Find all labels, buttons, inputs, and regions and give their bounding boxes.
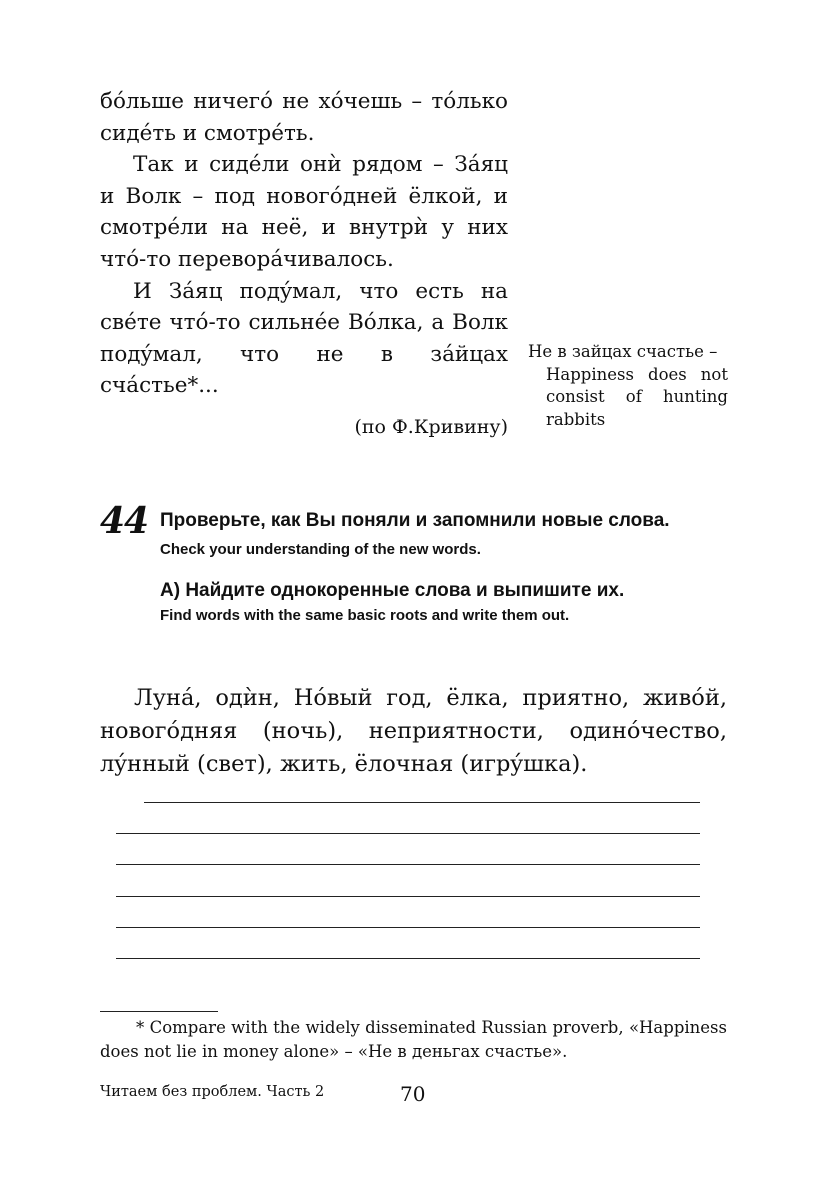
footnote-line: * Compare with the widely disseminated Russian proverb, «Happiness	[136, 1018, 727, 1037]
word-list-line: новогóдняя (ночь), неприятности, одинóчество,	[100, 718, 727, 744]
story-text	[100, 86, 508, 402]
gloss-line: Happiness does not	[546, 364, 728, 384]
exercise-number: 44	[100, 500, 149, 542]
task-a-subtitle: Find words with the same basic roots and write them out.	[160, 607, 570, 624]
story-citation: (по Ф.Кривину)	[354, 416, 508, 438]
answer-line[interactable]	[116, 833, 700, 834]
story-line: Так и сидéли онѝ рядом – Зáяц	[133, 152, 508, 178]
story-line: И Зáяц подýмал, что есть на	[133, 278, 508, 304]
footnote-line: does not lie in money alone» – «Не в деньгах счастье».	[100, 1042, 568, 1061]
word-list-line: лýнный (свет), жить, ёлочная (игрýшка).	[100, 751, 588, 777]
margin-gloss	[528, 341, 728, 431]
running-title: Читаем без проблем. Часть 2	[100, 1084, 325, 1100]
gloss-line: consist of hunting	[546, 387, 728, 406]
exercise-instructions	[160, 508, 720, 627]
gloss-line: rabbits	[546, 409, 606, 429]
story-line: подýмал, что не в зáйцах	[100, 341, 508, 367]
story-line: сидéть и смотрéть.	[100, 120, 315, 146]
word-list	[100, 682, 727, 781]
story-line: чтó-то переворáчивалось.	[100, 246, 394, 272]
page-number: 70	[400, 1082, 426, 1106]
word-list-line: Лунá, одѝн, Нóвый год, ёлка, приятно, живóй,	[134, 685, 727, 711]
answer-line[interactable]	[116, 958, 700, 959]
story-line: бóльше ничегó не хóчешь – тóлько	[100, 89, 508, 114]
answer-line[interactable]	[116, 927, 700, 928]
exercise-title: Проверьте, как Вы поняли и запомнили новые слова.	[160, 510, 670, 531]
story-line: свéте чтó-то сильнéе Вóлка, а Волк	[100, 310, 508, 336]
gloss-line: Не в зайцах счастье –	[528, 342, 718, 361]
answer-line[interactable]	[144, 802, 700, 803]
answer-line[interactable]	[116, 864, 700, 865]
story-line: смотрéли на неё, и внутрѝ у них	[100, 215, 508, 241]
exercise-subtitle: Check your understanding of the new words.	[160, 541, 481, 558]
footnote	[100, 1016, 727, 1064]
task-a-title: А) Найдите однокоренные слова и выпишите их.	[160, 580, 625, 601]
answer-line[interactable]	[116, 896, 700, 897]
story-line: и Волк – под новогóдней ёлкой, и	[100, 183, 508, 209]
story-line: счáстье*...	[100, 373, 219, 399]
footnote-divider	[100, 1011, 218, 1012]
